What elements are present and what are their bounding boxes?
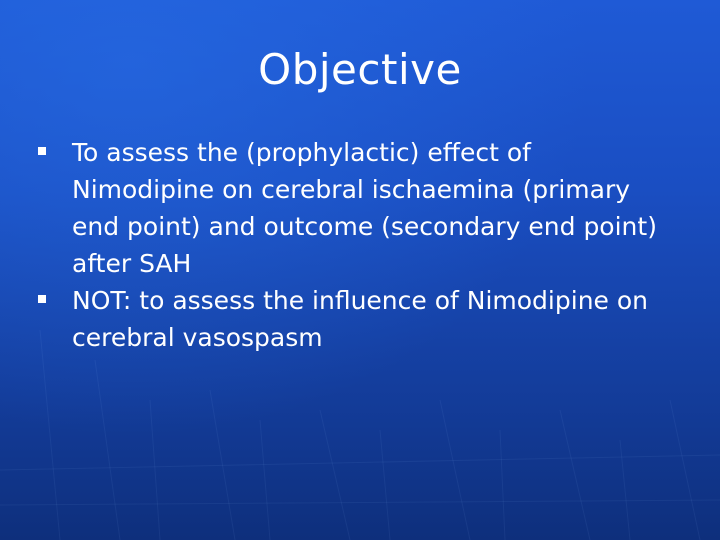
bullet-text: To assess the (prophylactic) effect of Nimodipine on cerebral ischaemina (primary end point) and outcome (secondary end point) after SAH [72, 138, 657, 278]
bullet-text: NOT: to assess the influence of Nimodipine on cerebral vasospasm [72, 286, 649, 352]
square-bullet-icon [38, 295, 46, 303]
bullet-item [38, 282, 678, 356]
bullet-list [38, 134, 678, 356]
bullet-item [38, 134, 678, 282]
slide-title: Objective [258, 45, 462, 94]
square-bullet-icon [38, 147, 46, 155]
